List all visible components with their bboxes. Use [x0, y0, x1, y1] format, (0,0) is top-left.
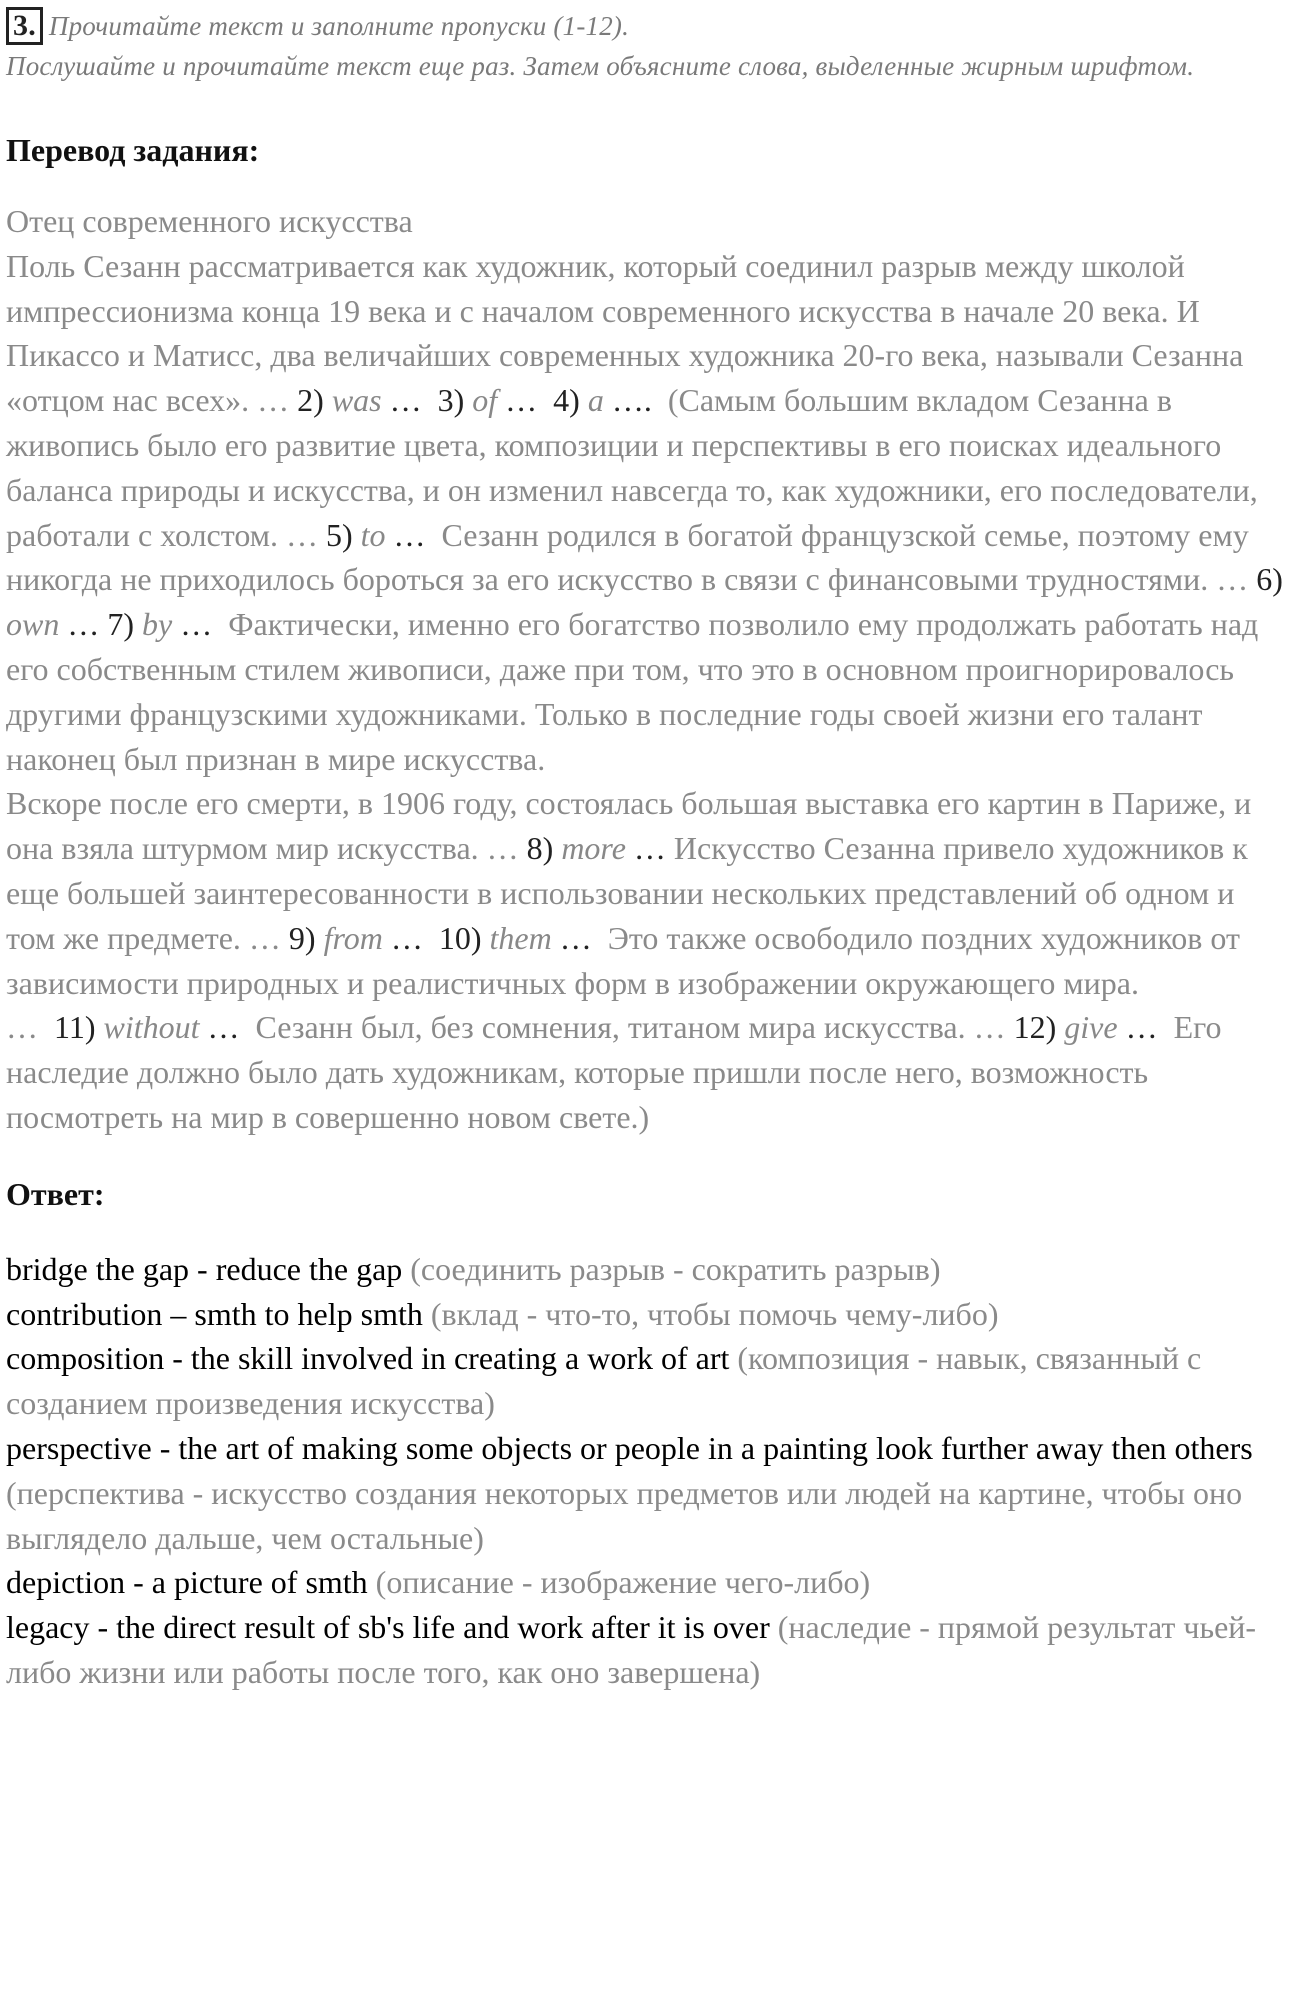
answer-item — [6, 1336, 1288, 1426]
gap-word: without — [103, 1009, 200, 1046]
text-segment: Сезанн родился в богатой французской семье, поэтому ему никогда не приходилось бороться за его искусство в связи с финансовыми трудностями. … — [6, 516, 1249, 598]
answer-item — [6, 1426, 1288, 1560]
text-segment: Вскоре после его смерти, в 1906 году, состоялась большая выставка его картин в Париже, и она взяла штурмом мир искусства. … — [6, 785, 1252, 867]
answer-definition: depiction - a picture of smth — [6, 1564, 368, 1601]
gap-word: own — [6, 606, 60, 643]
gap-word: more — [561, 830, 626, 867]
text-segment: Искусство Сезанна привело художников к еще большей заинтересованности в использовании нескольких представлений об одном и том же предмете. … — [6, 830, 1248, 956]
gap-8: 8) more … — [526, 830, 666, 867]
answer-translation: (вклад - что-то, чтобы помочь чему-либо) — [430, 1295, 999, 1332]
translation-title: Отец современного искусства — [6, 203, 413, 239]
gap-word: from — [323, 919, 383, 956]
gap-word: to — [360, 516, 386, 553]
gap-4: 4) a …. — [553, 382, 652, 419]
answer-translation: (композиция - навык, связанный с созданием произведения искусства) — [6, 1340, 1202, 1422]
gap-word: them — [489, 919, 552, 956]
translation-paragraph — [6, 244, 1288, 782]
gap-5: 5) to … — [325, 516, 426, 553]
task-instruction-1: Прочитайте текст и заполните пропуски (1-12). — [48, 11, 630, 41]
task-instruction-2: Послушайте и прочитайте текст еще раз. Затем объясните слова, выделенные жирным шрифтом. — [6, 51, 1195, 81]
answer-translation: (наследие - прямой результат чьей-либо жизни или работы после того, как оно завершена) — [6, 1609, 1257, 1690]
answer-definition: legacy - the direct result of sb's life and work after it is over — [6, 1609, 770, 1646]
gap-10: 10) them … — [438, 919, 592, 956]
gap-9: 9) from … — [288, 919, 423, 956]
translation-text — [6, 199, 1288, 1140]
answer-translation: (перспектива - искусство создания некоторых предметов или людей на картине, чтобы оно выглядело дальше, чем остальные) — [6, 1474, 1243, 1556]
answer-heading: Ответ: — [6, 1175, 105, 1212]
answer-translation: (описание - изображение чего-либо) — [375, 1564, 871, 1601]
gap-word: by — [142, 606, 173, 643]
answer-translation: (соединить разрыв - сократить разрыв) — [410, 1250, 941, 1287]
answer-item — [6, 1247, 1288, 1292]
text-segment: … — [6, 1009, 38, 1046]
text-segment: (Самым большим вкладом Сезанна в живопись было его развитие цвета, композиции и перспективы в его поисках идеального баланса природы и искусства, и он изменил навсегда то, как художники, его последователи, работали с холстом. … — [6, 382, 1258, 553]
task-header — [6, 6, 1288, 86]
answer-item — [6, 1560, 1288, 1605]
translation-paragraph — [6, 781, 1288, 1005]
text-segment: Поль Сезанн рассматривается как художник, который соединил разрыв между школой импрессионизма конца 19 века и с началом современного искусства в начале 20 века. И Пикассо и Матисс, два величайших современных художника 20-го века, называли Сезанна «отцом нас всех». … — [6, 247, 1244, 419]
answer-item — [6, 1292, 1288, 1337]
gap-word: give — [1064, 1009, 1118, 1046]
gap-6: 6) own … — [6, 561, 1283, 643]
text-segment: Сезанн был, без сомнения, титаном мира искусства. … — [255, 1009, 1006, 1046]
gap-12: 12) give … — [1013, 1009, 1158, 1046]
answer-list — [6, 1247, 1288, 1695]
text-segment: Фактически, именно его богатство позволило ему продолжать работать над его собственным стилем живописи, даже при том, что это в основном проигнорировалось другими французскими художниками. Только в последние годы своей жизни его талант наконец был признан в мире искусства. — [6, 606, 1259, 777]
answer-definition: perspective - the art of making some objects or people in a painting look further away then others — [6, 1429, 1253, 1466]
translation-paragraph — [6, 1005, 1288, 1139]
page — [6, 6, 1288, 1695]
gap-word: a — [587, 382, 604, 419]
gap-2: 2) was … — [297, 382, 422, 419]
text-segment: Его наследие должно было дать художникам, которые пришли после него, возможность посмотреть на мир в совершенно новом свете.) — [6, 1009, 1222, 1135]
text-segment: Это также освободило поздних художников от зависимости природных и реалистичных форм в изображении окружающего мира. — [6, 919, 1240, 1001]
answer-definition: contribution – smth to help smth — [6, 1295, 423, 1332]
gap-3: 3) of … — [437, 382, 538, 419]
answer-definition: composition - the skill involved in creating a work of art — [6, 1340, 730, 1377]
gap-11: 11) without … — [54, 1009, 240, 1046]
task-number: 3. — [6, 7, 43, 45]
gap-7: 7) by … — [107, 606, 213, 643]
answer-item — [6, 1605, 1288, 1695]
answer-definition: bridge the gap - reduce the gap — [6, 1250, 403, 1287]
gap-word: was — [331, 382, 382, 419]
gap-word: of — [472, 382, 498, 419]
translation-heading: Перевод задания: — [6, 132, 260, 168]
